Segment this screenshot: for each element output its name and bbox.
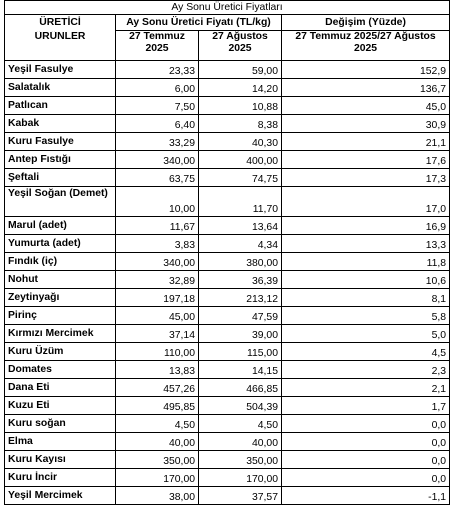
price-jul: 350,00: [116, 451, 199, 469]
change-value: 30,9: [282, 115, 450, 133]
price-jul: 23,33: [116, 61, 199, 79]
producer-header: ÜRETİCİ: [5, 15, 116, 31]
product-name: Elma: [5, 433, 116, 451]
price-jul: 32,89: [116, 271, 199, 289]
price-jul: 6,00: [116, 79, 199, 97]
price-aug: 39,00: [199, 325, 282, 343]
price-jul: 7,50: [116, 97, 199, 115]
price-table: [4, 0, 450, 505]
change-value: 21,1: [282, 133, 450, 151]
price-jul: 495,85: [116, 397, 199, 415]
price-jul: 13,83: [116, 361, 199, 379]
price-aug: 504,39: [199, 397, 282, 415]
product-name: Patlıcan: [5, 97, 116, 115]
table-row: [5, 271, 450, 289]
product-name: Dana Eti: [5, 379, 116, 397]
product-name: Nohut: [5, 271, 116, 289]
table-row: [5, 61, 450, 79]
price-jul: 6,40: [116, 115, 199, 133]
price-aug: 350,00: [199, 451, 282, 469]
price-aug: 40,00: [199, 433, 282, 451]
product-name: Kuru soğan: [5, 415, 116, 433]
price-aug: 380,00: [199, 253, 282, 271]
price-jul: 170,00: [116, 469, 199, 487]
table-row: [5, 397, 450, 415]
product-name: Yeşil Soğan (Demet): [5, 187, 116, 217]
table-row: [5, 487, 450, 505]
table-row: [5, 187, 450, 217]
table-row: [5, 451, 450, 469]
price-header: Ay Sonu Üretici Fiyatı (TL/kg): [116, 15, 282, 31]
price-jul: 37,14: [116, 325, 199, 343]
product-name: Salatalık: [5, 79, 116, 97]
change-value: 10,6: [282, 271, 450, 289]
product-name: Pirinç: [5, 307, 116, 325]
price-aug: 47,59: [199, 307, 282, 325]
product-name: Zeytinyağı: [5, 289, 116, 307]
table-row: [5, 361, 450, 379]
table-row: [5, 97, 450, 115]
price-aug: 170,00: [199, 469, 282, 487]
change-value: 2,3: [282, 361, 450, 379]
change-value: 0,0: [282, 433, 450, 451]
product-name: Yumurta (adet): [5, 235, 116, 253]
table-row: [5, 169, 450, 187]
change-value: 1,7: [282, 397, 450, 415]
price-aug: 36,39: [199, 271, 282, 289]
price-jul: 4,50: [116, 415, 199, 433]
table-row: [5, 115, 450, 133]
change-value: 17,6: [282, 151, 450, 169]
table-row: [5, 217, 450, 235]
change-value: 5,0: [282, 325, 450, 343]
change-value: 2,1: [282, 379, 450, 397]
price-aug: 213,12: [199, 289, 282, 307]
product-name: Şeftali: [5, 169, 116, 187]
price-aug: 115,00: [199, 343, 282, 361]
change-value: 0,0: [282, 451, 450, 469]
change-value: 17,0: [282, 187, 450, 217]
change-value: 13,3: [282, 235, 450, 253]
table-row: [5, 289, 450, 307]
change-value: 17,3: [282, 169, 450, 187]
price-aug: 400,00: [199, 151, 282, 169]
table-row: [5, 79, 450, 97]
table-row: [5, 433, 450, 451]
change-value: 4,5: [282, 343, 450, 361]
products-header: ÜRÜNLER: [5, 31, 116, 61]
price-jul: 197,18: [116, 289, 199, 307]
change-value: 16,9: [282, 217, 450, 235]
price-aug: 13,64: [199, 217, 282, 235]
change-value: -1,1: [282, 487, 450, 505]
change-value: 5,8: [282, 307, 450, 325]
price-aug: 40,30: [199, 133, 282, 151]
table-row: [5, 133, 450, 151]
price-aug: 10,88: [199, 97, 282, 115]
change-value: 8,1: [282, 289, 450, 307]
price-aug: 8,38: [199, 115, 282, 133]
price-jul: 33,29: [116, 133, 199, 151]
col-aug-header: 27 Ağustos 2025: [199, 31, 282, 61]
price-aug: 466,85: [199, 379, 282, 397]
product-name: Kuru Fasulye: [5, 133, 116, 151]
price-jul: 457,26: [116, 379, 199, 397]
price-aug: 4,34: [199, 235, 282, 253]
table-row: [5, 151, 450, 169]
product-name: Domates: [5, 361, 116, 379]
price-table-sheet: [4, 0, 450, 505]
table-row: [5, 235, 450, 253]
price-aug: 59,00: [199, 61, 282, 79]
table-title: Ay Sonu Üretici Fiyatları: [5, 1, 450, 15]
price-jul: 45,00: [116, 307, 199, 325]
table-row: [5, 307, 450, 325]
price-jul: 110,00: [116, 343, 199, 361]
product-name: Marul (adet): [5, 217, 116, 235]
price-aug: 37,57: [199, 487, 282, 505]
table-row: [5, 325, 450, 343]
price-aug: 14,20: [199, 79, 282, 97]
change-header: Değişim (Yüzde): [282, 15, 450, 31]
change-value: 45,0: [282, 97, 450, 115]
change-value: 0,0: [282, 469, 450, 487]
table-row: [5, 469, 450, 487]
product-name: Antep Fıstığı: [5, 151, 116, 169]
change-value: 0,0: [282, 415, 450, 433]
table-row: [5, 379, 450, 397]
product-name: Fındık (iç): [5, 253, 116, 271]
table-row: [5, 343, 450, 361]
product-name: Kuru İncir: [5, 469, 116, 487]
price-jul: 63,75: [116, 169, 199, 187]
price-jul: 38,00: [116, 487, 199, 505]
col-change-header: 27 Temmuz 2025/27 Ağustos 2025: [282, 31, 450, 61]
price-aug: 74,75: [199, 169, 282, 187]
price-jul: 10,00: [116, 187, 199, 217]
price-jul: 11,67: [116, 217, 199, 235]
table-row: [5, 253, 450, 271]
product-name: Kuzu Eti: [5, 397, 116, 415]
price-aug: 4,50: [199, 415, 282, 433]
price-aug: 14,15: [199, 361, 282, 379]
product-name: Yeşil Fasulye: [5, 61, 116, 79]
col-jul-header: 27 Temmuz 2025: [116, 31, 199, 61]
product-name: Kuru Üzüm: [5, 343, 116, 361]
product-name: Kuru Kayısı: [5, 451, 116, 469]
change-value: 136,7: [282, 79, 450, 97]
product-name: Kabak: [5, 115, 116, 133]
product-name: Kırmızı Mercimek: [5, 325, 116, 343]
change-value: 152,9: [282, 61, 450, 79]
change-value: 11,8: [282, 253, 450, 271]
product-name: Yeşil Mercimek: [5, 487, 116, 505]
price-jul: 340,00: [116, 253, 199, 271]
price-jul: 40,00: [116, 433, 199, 451]
price-jul: 3,83: [116, 235, 199, 253]
price-jul: 340,00: [116, 151, 199, 169]
table-row: [5, 415, 450, 433]
price-aug: 11,70: [199, 187, 282, 217]
